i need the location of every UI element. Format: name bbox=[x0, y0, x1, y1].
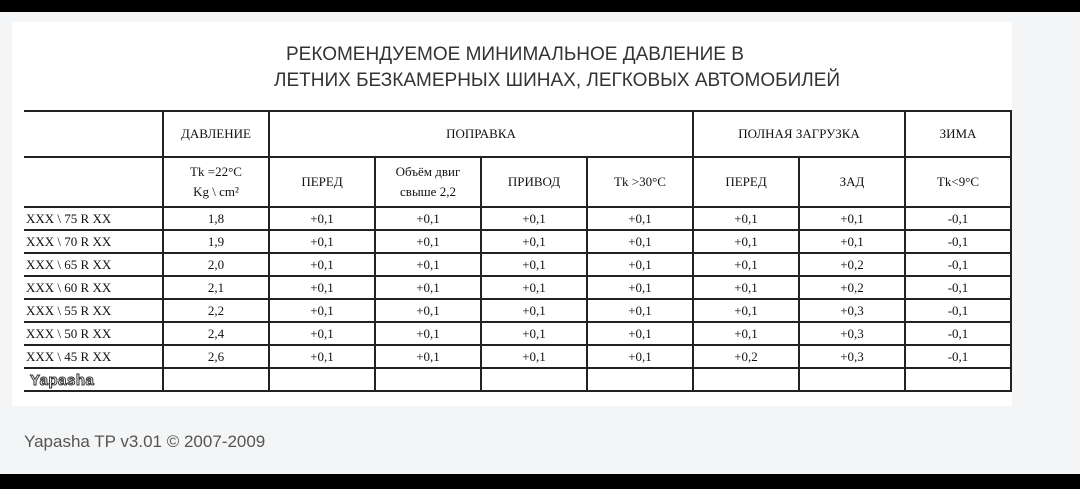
front-correction-cell: +0,1 bbox=[269, 299, 375, 322]
header-empty-cell bbox=[24, 111, 163, 157]
header-winter: ЗИМА bbox=[905, 111, 1011, 157]
watermark: Yapasha bbox=[30, 372, 95, 389]
image-viewer-area bbox=[0, 12, 1080, 474]
drive-correction-cell: +0,1 bbox=[481, 230, 587, 253]
tire-size-cell: XXX \ 70 R XX bbox=[24, 230, 163, 253]
title-line-2: ЛЕТНИХ БЕЗКАМЕРНЫХ ШИНАХ, ЛЕГКОВЫХ АВТОМОБИЛЕЙ bbox=[274, 70, 841, 91]
front-correction-cell: +0,1 bbox=[269, 276, 375, 299]
pressure-cell: 2,6 bbox=[163, 345, 269, 368]
pressure-cell: 2,0 bbox=[163, 253, 269, 276]
table-row bbox=[24, 230, 1011, 253]
empty-cell bbox=[587, 368, 693, 391]
load-rear-cell: +0,3 bbox=[799, 299, 905, 322]
subheader-pressure-unit bbox=[163, 157, 269, 207]
subheader-unit: Kg \ cm² bbox=[193, 184, 239, 199]
engine-correction-cell: +0,1 bbox=[375, 345, 481, 368]
drive-correction-cell: +0,1 bbox=[481, 299, 587, 322]
front-correction-cell: +0,1 bbox=[269, 230, 375, 253]
tk30-correction-cell: +0,1 bbox=[587, 345, 693, 368]
tire-size-cell: XXX \ 65 R XX bbox=[24, 253, 163, 276]
bottom-black-bar bbox=[0, 474, 1080, 489]
pressure-cell: 2,1 bbox=[163, 276, 269, 299]
subheader-engine bbox=[375, 157, 481, 207]
drive-correction-cell: +0,1 bbox=[481, 207, 587, 230]
subheader-temp: Tk =22°C bbox=[190, 164, 242, 179]
table-row bbox=[24, 253, 1011, 276]
subheader-load-rear: ЗАД bbox=[799, 157, 905, 207]
tire-size-cell: XXX \ 55 R XX bbox=[24, 299, 163, 322]
pressure-table bbox=[24, 110, 1012, 392]
drive-correction-cell: +0,1 bbox=[481, 276, 587, 299]
winter-cell: -0,1 bbox=[905, 230, 1011, 253]
load-front-cell: +0,2 bbox=[693, 345, 799, 368]
winter-cell: -0,1 bbox=[905, 299, 1011, 322]
footer-credit: Yapasha TP v3.01 © 2007-2009 bbox=[24, 432, 266, 451]
tire-size-cell: XXX \ 50 R XX bbox=[24, 322, 163, 345]
subheader-winter-tk: Tk<9°C bbox=[905, 157, 1011, 207]
pressure-cell: 1,9 bbox=[163, 230, 269, 253]
subheader-drive: ПРИВОД bbox=[481, 157, 587, 207]
tk30-correction-cell: +0,1 bbox=[587, 322, 693, 345]
load-front-cell: +0,1 bbox=[693, 276, 799, 299]
winter-cell: -0,1 bbox=[905, 276, 1011, 299]
empty-cell bbox=[693, 368, 799, 391]
load-front-cell: +0,1 bbox=[693, 230, 799, 253]
tk30-correction-cell: +0,1 bbox=[587, 230, 693, 253]
tire-pressure-document bbox=[12, 22, 1012, 406]
engine-correction-cell: +0,1 bbox=[375, 253, 481, 276]
subheader-engine-line-1: Объём двиг bbox=[395, 164, 461, 179]
pressure-cell: 2,2 bbox=[163, 299, 269, 322]
empty-cell bbox=[481, 368, 587, 391]
drive-correction-cell: +0,1 bbox=[481, 345, 587, 368]
engine-correction-cell: +0,1 bbox=[375, 276, 481, 299]
tk30-correction-cell: +0,1 bbox=[587, 253, 693, 276]
header-correction: ПОПРАВКА bbox=[269, 111, 693, 157]
engine-correction-cell: +0,1 bbox=[375, 230, 481, 253]
tk30-correction-cell: +0,1 bbox=[587, 276, 693, 299]
table-row bbox=[24, 276, 1011, 299]
empty-cell bbox=[375, 368, 481, 391]
subheader-load-front: ПЕРЕД bbox=[693, 157, 799, 207]
engine-correction-cell: +0,1 bbox=[375, 322, 481, 345]
subheader-front: ПЕРЕД bbox=[269, 157, 375, 207]
empty-cell bbox=[905, 368, 1011, 391]
front-correction-cell: +0,1 bbox=[269, 345, 375, 368]
tire-size-cell: XXX \ 60 R XX bbox=[24, 276, 163, 299]
tk30-correction-cell: +0,1 bbox=[587, 207, 693, 230]
drive-correction-cell: +0,1 bbox=[481, 322, 587, 345]
subheader-engine-line-2: свыше 2,2 bbox=[400, 184, 456, 199]
tk30-correction-cell: +0,1 bbox=[587, 299, 693, 322]
empty-cell bbox=[269, 368, 375, 391]
front-correction-cell: +0,1 bbox=[269, 253, 375, 276]
winter-cell: -0,1 bbox=[905, 322, 1011, 345]
subheader-tk30: Tk >30°C bbox=[587, 157, 693, 207]
winter-cell: -0,1 bbox=[905, 253, 1011, 276]
front-correction-cell: +0,1 bbox=[269, 322, 375, 345]
load-rear-cell: +0,3 bbox=[799, 322, 905, 345]
winter-cell: -0,1 bbox=[905, 207, 1011, 230]
table-row bbox=[24, 345, 1011, 368]
table-row bbox=[24, 207, 1011, 230]
load-rear-cell: +0,2 bbox=[799, 276, 905, 299]
empty-table-row bbox=[24, 368, 1011, 391]
table-row bbox=[24, 299, 1011, 322]
load-front-cell: +0,1 bbox=[693, 299, 799, 322]
pressure-cell: 2,4 bbox=[163, 322, 269, 345]
tire-size-cell: XXX \ 45 R XX bbox=[24, 345, 163, 368]
title-line-1: РЕКОМЕНДУЕМОЕ МИНИМАЛЬНОЕ ДАВЛЕНИЕ В bbox=[286, 44, 744, 65]
load-rear-cell: +0,1 bbox=[799, 207, 905, 230]
header-pressure: ДАВЛЕНИЕ bbox=[163, 111, 269, 157]
load-rear-cell: +0,3 bbox=[799, 345, 905, 368]
top-black-bar bbox=[0, 0, 1080, 12]
load-rear-cell: +0,2 bbox=[799, 253, 905, 276]
winter-cell: -0,1 bbox=[905, 345, 1011, 368]
tire-size-cell: XXX \ 75 R XX bbox=[24, 207, 163, 230]
load-front-cell: +0,1 bbox=[693, 207, 799, 230]
table-row bbox=[24, 322, 1011, 345]
load-front-cell: +0,1 bbox=[693, 322, 799, 345]
empty-cell bbox=[799, 368, 905, 391]
front-correction-cell: +0,1 bbox=[269, 207, 375, 230]
empty-cell bbox=[163, 368, 269, 391]
header-row-2 bbox=[24, 157, 1011, 207]
subheader-empty-cell bbox=[24, 157, 163, 207]
load-rear-cell: +0,1 bbox=[799, 230, 905, 253]
pressure-cell: 1,8 bbox=[163, 207, 269, 230]
engine-correction-cell: +0,1 bbox=[375, 299, 481, 322]
header-row-1 bbox=[24, 111, 1011, 157]
load-front-cell: +0,1 bbox=[693, 253, 799, 276]
header-full-load: ПОЛНАЯ ЗАГРУЗКА bbox=[693, 111, 905, 157]
engine-correction-cell: +0,1 bbox=[375, 207, 481, 230]
drive-correction-cell: +0,1 bbox=[481, 253, 587, 276]
